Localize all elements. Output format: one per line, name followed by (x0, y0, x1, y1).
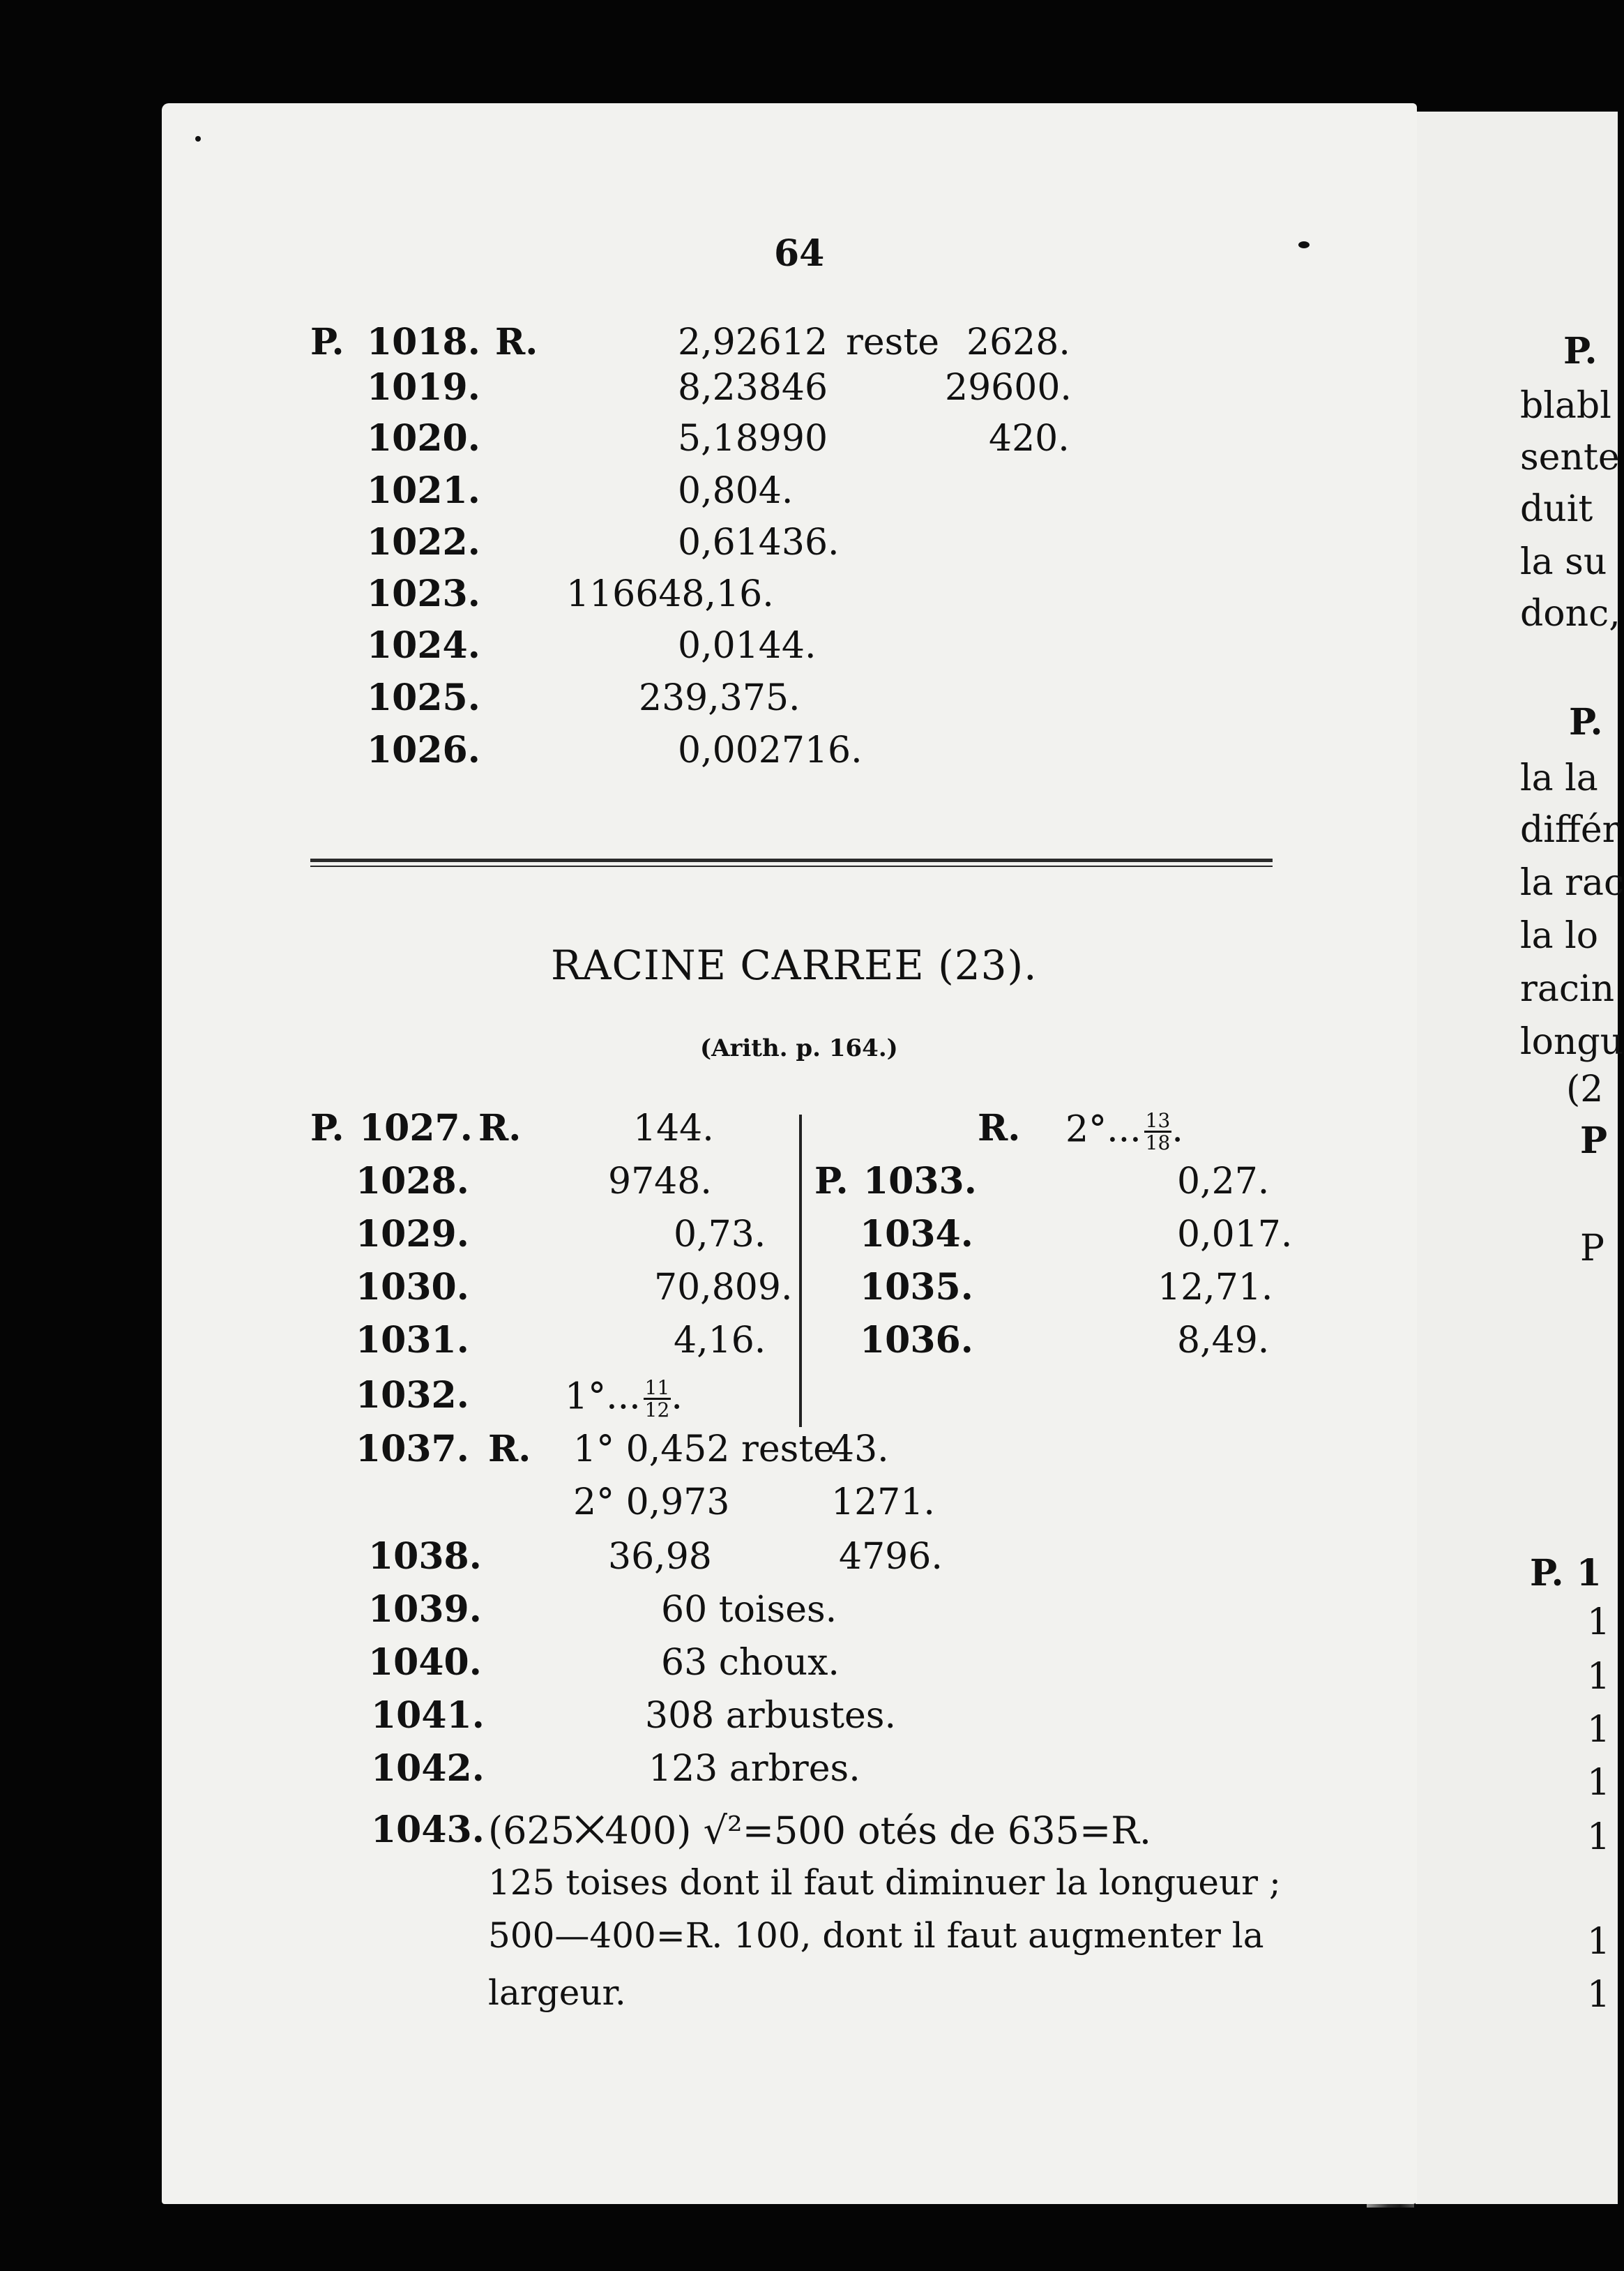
fragment: la lo (1520, 915, 1599, 957)
answer-value: 8,23846 (678, 367, 828, 409)
problem-number: 1028. (356, 1160, 469, 1202)
answer-value: 116648,16. (566, 573, 774, 615)
answer-text-line: 125 toises dont il faut diminuer la longueur ; (488, 1862, 1281, 1903)
answer-value: 1° 0,452 reste (573, 1428, 835, 1470)
fraction (644, 1378, 671, 1421)
fragment: 1 (1587, 1816, 1611, 1858)
remainder-value: 43. (831, 1428, 889, 1470)
answer-value: 0,27. (1177, 1161, 1270, 1202)
fragment: longu (1520, 1021, 1624, 1063)
answer-degree: 2°... (1065, 1108, 1141, 1151)
fragment: 1 (1587, 1709, 1611, 1751)
answer-value: 0,0144. (678, 625, 817, 667)
fragment: P (1580, 1119, 1608, 1162)
section-divider (310, 866, 1273, 867)
answer-text-line: largeur. (488, 1972, 626, 2013)
problem-number: 1020. (367, 417, 480, 460)
fragment: duit (1520, 488, 1593, 530)
fragment: 1 (1587, 1601, 1611, 1643)
fragment: P. (1569, 701, 1603, 744)
fraction (1144, 1110, 1172, 1154)
fragment: P. (1563, 330, 1598, 372)
problem-number: 1025. (367, 677, 480, 719)
problem-prefix: P. (310, 321, 344, 363)
answer-value: 2° 0,973 (573, 1481, 730, 1523)
answer-period: . (671, 1375, 683, 1418)
answer-value: 0,804. (678, 470, 794, 512)
answer-value: 9748. (608, 1161, 712, 1202)
problem-number: 1018. (367, 321, 480, 363)
problem-number: 1032. (356, 1374, 469, 1417)
column-divider (799, 1115, 802, 1427)
remainder-value: 1271. (831, 1481, 935, 1523)
answer-value (565, 1375, 683, 1422)
answer-value: 5,18990 (678, 418, 828, 460)
remainder-value: 4796. (839, 1536, 943, 1578)
answer-value: 123 arbres. (648, 1748, 860, 1790)
answer-prefix: R. (478, 1107, 522, 1149)
answer-value: 70,809. (654, 1267, 793, 1308)
problem-number: 1037. (356, 1428, 469, 1470)
fragment: différ (1520, 809, 1620, 851)
fraction-numerator: 13 (1145, 1109, 1171, 1132)
answer-value: 8,49. (1177, 1320, 1270, 1361)
answer-formula: (625⨉400) √²=500 otés de 635=R. (488, 1809, 1152, 1853)
problem-number: 1040. (368, 1641, 482, 1684)
fragment: 1 (1587, 1762, 1611, 1804)
problem-prefix: P. (310, 1107, 344, 1149)
answer-value: 0,61436. (678, 522, 840, 564)
problem-number: 1043. (371, 1809, 485, 1851)
problem-number: 1039. (368, 1588, 482, 1631)
problem-number: 1019. (367, 366, 480, 409)
remainder-value: 420. (989, 418, 1070, 460)
fraction-denominator: 12 (644, 1398, 670, 1422)
fragment: P (1580, 1228, 1604, 1269)
fragment: la su (1520, 541, 1607, 583)
fragment: la la (1520, 757, 1598, 799)
remainder-value: 29600. (945, 367, 1072, 409)
remainder-label: reste (846, 322, 939, 363)
answer-value: 63 choux. (661, 1642, 840, 1684)
section-subtitle: (Arith. p. 164.) (700, 1034, 898, 1062)
answer-value: 239,375. (639, 677, 800, 719)
fragment: racin (1520, 968, 1615, 1010)
print-speck (1298, 241, 1310, 248)
fraction-numerator: 11 (644, 1376, 670, 1399)
answer-value: 144. (633, 1108, 714, 1149)
fragment: 1 (1587, 1921, 1611, 1963)
answer-value: 0,002716. (678, 730, 863, 771)
problem-number: 1042. (371, 1747, 485, 1790)
problem-number: 1035. (860, 1266, 973, 1308)
problem-number: 1029. (356, 1213, 469, 1255)
fragment: (2 (1566, 1069, 1604, 1110)
answer-value: 36,98 (608, 1536, 712, 1578)
fraction-denominator: 18 (1145, 1131, 1171, 1155)
answer-prefix: R. (495, 321, 538, 363)
answer-value: 60 toises. (661, 1589, 837, 1631)
problem-number: 1033. (863, 1160, 977, 1202)
section-title: RACINE CARREE (23). (551, 942, 1038, 989)
answer-period: . (1171, 1108, 1183, 1151)
problem-number: 1041. (371, 1694, 485, 1737)
problem-number: 1022. (367, 521, 480, 564)
answer-value: 308 arbustes. (645, 1695, 896, 1737)
answer-text-line: 500—400=R. 100, dont il faut augmenter la (488, 1915, 1264, 1956)
problem-number: 1024. (367, 624, 480, 667)
answer-degree: 1°... (565, 1375, 641, 1418)
answer-value: 0,73. (674, 1214, 766, 1255)
fragment: blabl (1520, 385, 1611, 427)
fragment: P. 1 (1530, 1552, 1602, 1594)
problem-number: 1021. (367, 469, 480, 512)
page-number: 64 (774, 232, 825, 275)
answer-value: 4,16. (674, 1320, 766, 1361)
problem-number: 1034. (860, 1213, 973, 1255)
answer-value: 2,92612 (678, 322, 828, 363)
answer-value (1065, 1110, 1183, 1154)
fragment: 1 (1587, 1974, 1611, 2016)
problem-number: 1026. (367, 729, 480, 771)
fragment: donc, (1520, 593, 1621, 635)
section-divider (310, 859, 1273, 862)
answer-value: 12,71. (1158, 1267, 1273, 1308)
fragment: 1 (1587, 1656, 1611, 1698)
answer-prefix: R. (978, 1107, 1021, 1149)
problem-prefix: P. (814, 1160, 849, 1202)
answer-value: 0,017. (1177, 1214, 1293, 1255)
problem-number: 1038. (368, 1535, 482, 1578)
problem-number: 1030. (356, 1266, 469, 1308)
problem-number: 1031. (356, 1319, 469, 1361)
problem-number: 1036. (860, 1319, 973, 1361)
answer-prefix: R. (488, 1428, 531, 1470)
problem-number: 1027. (359, 1107, 473, 1149)
remainder-value: 2628. (966, 322, 1070, 363)
fragment: la rac (1520, 862, 1624, 904)
print-speck (195, 136, 201, 142)
problem-number: 1023. (367, 573, 480, 615)
fragment: sente (1520, 437, 1620, 478)
